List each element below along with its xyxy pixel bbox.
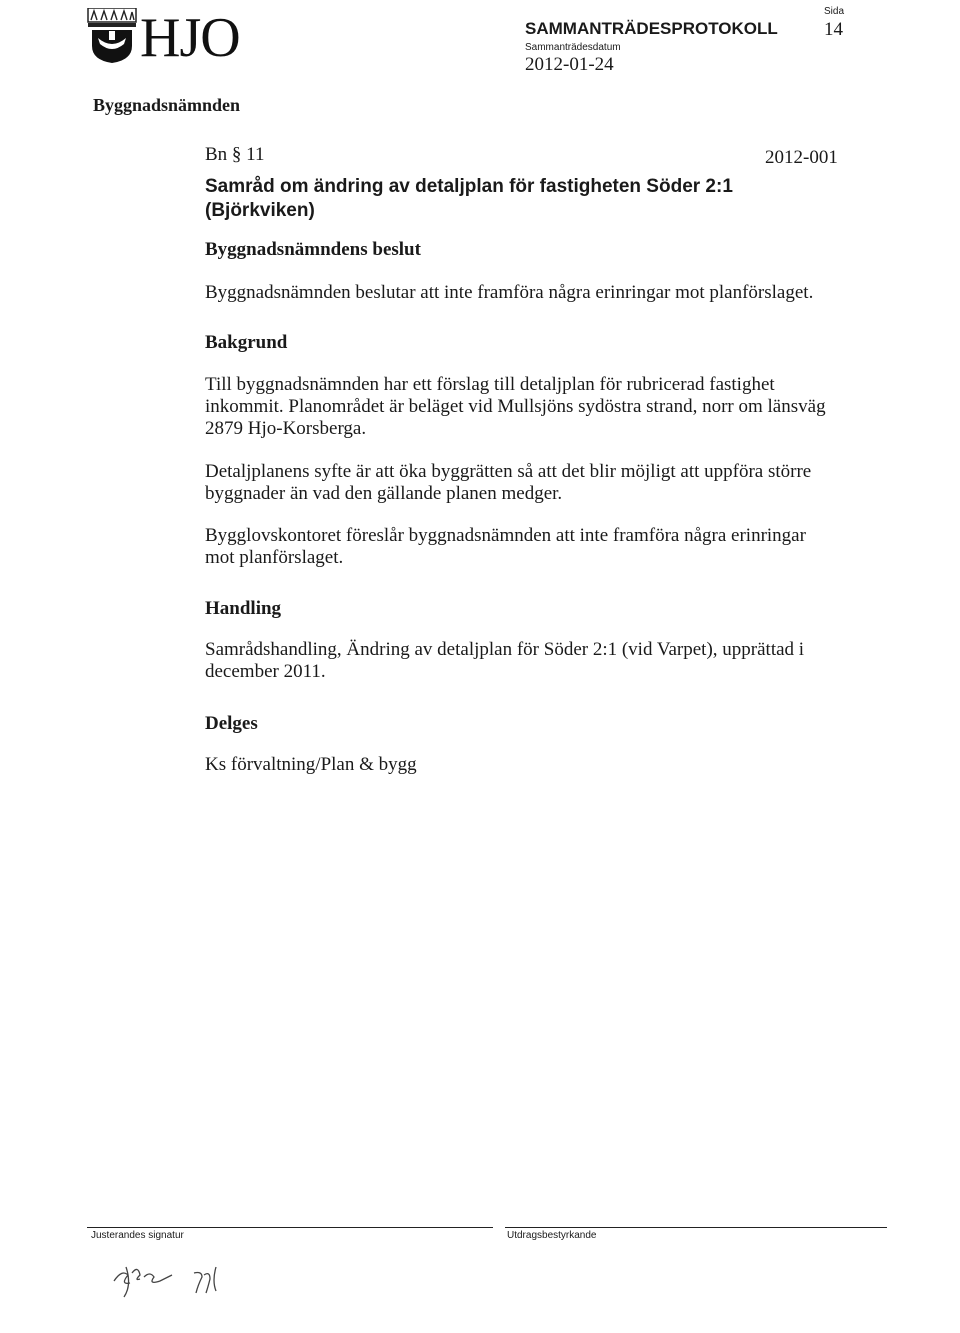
meeting-date: 2012-01-24: [525, 54, 614, 75]
background-paragraph: Bygglovskontoret föreslår byggnadsnämnden att inte framföra några erinringar mot planförslaget.: [205, 525, 806, 568]
documents-heading: Handling: [205, 598, 282, 619]
certifier-line: [505, 1227, 887, 1228]
decision-heading: Byggnadsnämndens beslut: [205, 239, 421, 260]
page-label: Sida: [824, 6, 845, 17]
certifier-label: Utdragsbestyrkande: [507, 1230, 597, 1241]
municipal-crest-logo: [86, 8, 138, 64]
committee-name: Byggnadsnämnden: [93, 95, 241, 115]
logo-wordmark: HJO: [140, 7, 240, 69]
distribution-text: Ks förvaltning/Plan & bygg: [205, 754, 417, 775]
background-heading: Bakgrund: [205, 332, 288, 353]
background-paragraph: Till byggnadsnämnden har ett förslag till detaljplan för rubricerad fastighet inkommit. Planområdet är beläget vid Mullsjöns sydöstra strand, norr om länsväg 2879 Hjo-Korsberga.: [205, 374, 826, 439]
decision-text: Byggnadsnämnden beslutar att inte framföra några erinringar mot planförslaget.: [205, 282, 814, 303]
paragraph-reference: Bn § 11: [205, 144, 265, 165]
case-title: Samråd om ändring av detaljplan för fastigheten Söder 2:1 (Björkviken): [205, 176, 733, 221]
document-type: SAMMANTRÄDESPROTOKOLL: [525, 19, 778, 38]
distribution-heading: Delges: [205, 713, 258, 734]
handwritten-signature: [110, 1255, 230, 1305]
page-number: 14: [824, 19, 843, 40]
background-paragraph: Detaljplanens syfte är att öka byggrätten så att det blir möjligt att uppföra större byggnader än vad den gällande planen medger.: [205, 461, 812, 504]
documents-text: Samrådshandling, Ändring av detaljplan för Söder 2:1 (vid Varpet), upprättad i december 2011.: [205, 639, 805, 682]
signature-label: Justerandes signatur: [91, 1230, 184, 1241]
meeting-date-label: Sammanträdesdatum: [525, 42, 621, 53]
signature-line: [87, 1227, 493, 1228]
case-number: 2012-001: [765, 147, 838, 168]
